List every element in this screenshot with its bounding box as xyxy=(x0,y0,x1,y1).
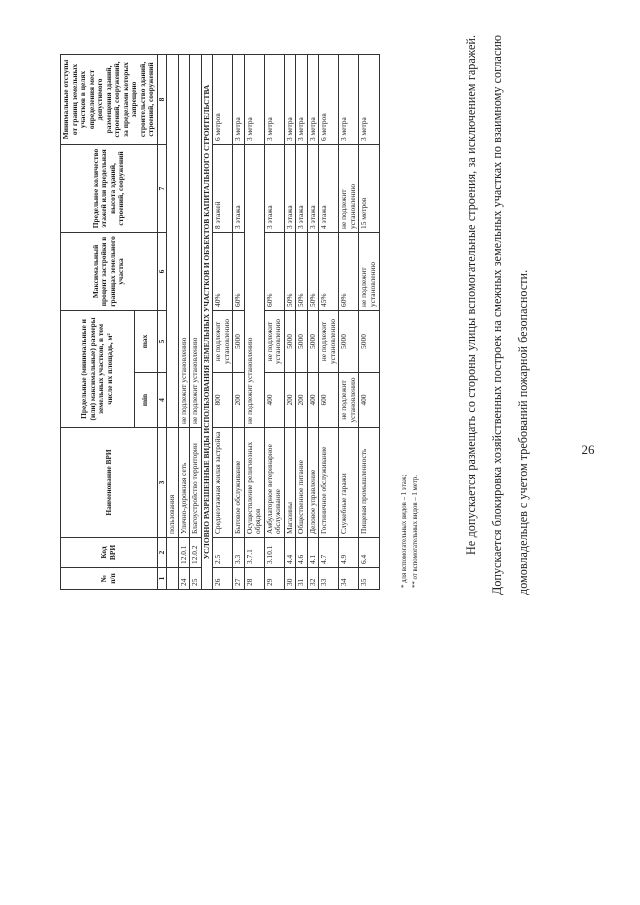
row-name: Пищевая промышленность xyxy=(359,428,379,538)
table-row xyxy=(359,54,379,589)
row-coverage: не подлежит установлению xyxy=(359,232,379,310)
row-name: Благоустройство территории xyxy=(190,428,202,538)
row-no: 34 xyxy=(339,568,359,590)
row-setback: 3 метра xyxy=(359,54,379,144)
row-floors: 3 этажа xyxy=(296,144,308,232)
row-code: 2.5 xyxy=(213,538,233,568)
row-name: Бытовое обслуживание xyxy=(233,428,245,538)
row-floors: 3 этажа xyxy=(284,144,296,232)
row-no: 24 xyxy=(178,568,190,590)
footnote-floors: * для вспомогательных видов – 1 этаж; xyxy=(401,474,408,588)
row-max: 5000 xyxy=(284,310,296,372)
row-no: 32 xyxy=(307,568,319,590)
section-header-row xyxy=(201,54,213,589)
row-no: 26 xyxy=(213,568,233,590)
footnote-setback: ** от вспомогательных видов – 1 метр. xyxy=(411,475,419,588)
row-name: Магазины xyxy=(284,428,296,538)
column-number: 2 xyxy=(157,538,167,568)
column-number: 6 xyxy=(157,232,167,310)
body-paragraph: Не допускается размещать со стороны улицы вспомогательные строения, за исключением гаражей. Допускается блокировка хозяйственных построек на смежных земельных участках по взаимному согласию домовладельцев с учетом требований пожарной безопасности. xyxy=(464,35,531,595)
header-floors: Предельное количество этажей или предельная высота зданий, строений, сооружений xyxy=(61,144,158,232)
row-code: 4.7 xyxy=(319,538,339,568)
row-setback: 3 метра xyxy=(307,54,319,144)
row-no: 29 xyxy=(264,568,284,590)
table-row xyxy=(233,54,245,589)
table-row xyxy=(339,54,359,589)
row-setback: 3 метра xyxy=(233,54,245,144)
row-setback: 3 метра xyxy=(244,54,264,144)
row-floors: 4 этажа xyxy=(319,144,339,232)
header-name: Наименование ВРИ xyxy=(61,428,158,538)
header-coverage: Максимальный процент застройки в границах земельного участка xyxy=(61,232,158,310)
column-number: 4 xyxy=(157,373,167,428)
row-no: 27 xyxy=(233,568,245,590)
column-number: 3 xyxy=(157,428,167,538)
row-floors: 3 этажа xyxy=(307,144,319,232)
row-no: 33 xyxy=(319,568,339,590)
row-setback: 3 метра xyxy=(339,54,359,144)
row-note: не подлежит установлению xyxy=(244,144,264,427)
row-no: 25 xyxy=(190,568,202,590)
table-row xyxy=(264,54,284,589)
row-code: 4.4 xyxy=(284,538,296,568)
row-no: 35 xyxy=(359,568,379,590)
row-no: 30 xyxy=(284,568,296,590)
header-no: № п/п xyxy=(61,568,158,590)
column-number: 1 xyxy=(157,568,167,590)
row-coverage: 50% xyxy=(284,232,296,310)
row-max: не подлежит установлению xyxy=(264,310,284,372)
row-coverage: 40% xyxy=(213,232,233,310)
table-row xyxy=(213,54,233,589)
column-number: 8 xyxy=(157,54,167,144)
table-row xyxy=(284,54,296,589)
row-max: 5000 xyxy=(296,310,308,372)
header-max: max xyxy=(134,310,157,372)
row-name: Среднеэтажная жилая застройка xyxy=(213,428,233,538)
row-max: 5000 xyxy=(233,310,245,372)
row-min: 200 xyxy=(284,373,296,428)
table-row xyxy=(244,54,264,589)
table-row xyxy=(167,54,179,589)
row-max: 5000 xyxy=(339,310,359,372)
row-note: не подлежит установлению xyxy=(178,54,190,427)
row-floors: 8 этажей xyxy=(213,144,233,232)
header-code: Код ВРИ xyxy=(61,538,158,568)
page-number: 26 xyxy=(581,442,595,457)
header-size: Предельные (минимальные и (или) максимальные) размеры земельных участков, в том числе их площадь, м² xyxy=(61,310,135,427)
row-coverage: 45% xyxy=(319,232,339,310)
column-number: 7 xyxy=(157,144,167,232)
row-max: 5000 xyxy=(359,310,379,372)
row-code: 6.4 xyxy=(359,538,379,568)
row-note: не подлежит установлению xyxy=(190,54,202,427)
table-row xyxy=(296,54,308,589)
row-name: Служебные гаражи xyxy=(339,428,359,538)
row-min: 400 xyxy=(307,373,319,428)
row-setback: 6 метров xyxy=(319,54,339,144)
row-code: 4.9 xyxy=(339,538,359,568)
column-number: 5 xyxy=(157,310,167,372)
row-min: 400 xyxy=(264,373,284,428)
row-coverage: 50% xyxy=(296,232,308,310)
row-max: не подлежит установлению xyxy=(319,310,339,372)
row-max: 5000 xyxy=(307,310,319,372)
header-min: min xyxy=(134,373,157,428)
table-row xyxy=(307,54,319,589)
row-floors: не подлежит установлению xyxy=(339,144,359,232)
row-floors: 3 этажа xyxy=(233,144,245,232)
table-row xyxy=(190,54,202,589)
table-row xyxy=(178,54,190,589)
row-min: 200 xyxy=(233,373,245,428)
row-code: 12.0.1 xyxy=(178,538,190,568)
row-setback: 3 метра xyxy=(296,54,308,144)
row-setback: 3 метра xyxy=(264,54,284,144)
continuation-label: пользования xyxy=(167,428,179,538)
row-code: 3.3 xyxy=(233,538,245,568)
row-coverage: 50% xyxy=(307,232,319,310)
row-setback: 6 метров xyxy=(213,54,233,144)
row-min: 400 xyxy=(359,373,379,428)
row-name: Осуществление религиозных обрядов xyxy=(244,428,264,538)
table-row xyxy=(319,54,339,589)
row-code: 4.1 xyxy=(307,538,319,568)
land-use-table xyxy=(60,54,380,590)
row-coverage: 60% xyxy=(233,232,245,310)
row-name: Амбулаторное ветеринарное обслуживание xyxy=(264,428,284,538)
row-code: 4.6 xyxy=(296,538,308,568)
row-name: Общественное питание xyxy=(296,428,308,538)
row-name: Деловое управление xyxy=(307,428,319,538)
row-coverage: 60% xyxy=(339,232,359,310)
header-row xyxy=(61,54,135,589)
row-code: 12.0.2 xyxy=(190,538,202,568)
row-coverage: 60% xyxy=(264,232,284,310)
row-setback: 3 метра xyxy=(284,54,296,144)
header-setback: Минимальные отступы от границ земельных участков в целях определения мест допустимого размещения зданий, строений, сооружений, за пределами которых запрещено строительство зданий, строений, сооружений xyxy=(61,54,158,144)
footnotes xyxy=(400,475,422,588)
row-min: 600 xyxy=(319,373,339,428)
row-code: 3.7.1 xyxy=(244,538,264,568)
row-code: 3.10.1 xyxy=(264,538,284,568)
row-name: Гостиничное обслуживание xyxy=(319,428,339,538)
row-no: 28 xyxy=(244,568,264,590)
row-min: 200 xyxy=(296,373,308,428)
row-name: Улично-дорожная сеть xyxy=(178,428,190,538)
row-max: не подлежит установлению xyxy=(213,310,233,372)
row-min: 800 xyxy=(213,373,233,428)
row-min: не подлежит установлению xyxy=(339,373,359,428)
row-floors: 3 этажа xyxy=(264,144,284,232)
section-title: УСЛОВНО РАЗРЕШЕННЫЕ ВИДЫ ИСПОЛЬЗОВАНИЯ ЗЕМЕЛЬНЫХ УЧАСТКОВ И ОБЪЕКТОВ КАПИТАЛЬНОГО СТРОИТЕЛЬСТВА xyxy=(201,54,213,589)
row-no: 31 xyxy=(296,568,308,590)
column-numbers-row xyxy=(157,54,167,589)
row-floors: 15 метров xyxy=(359,144,379,232)
